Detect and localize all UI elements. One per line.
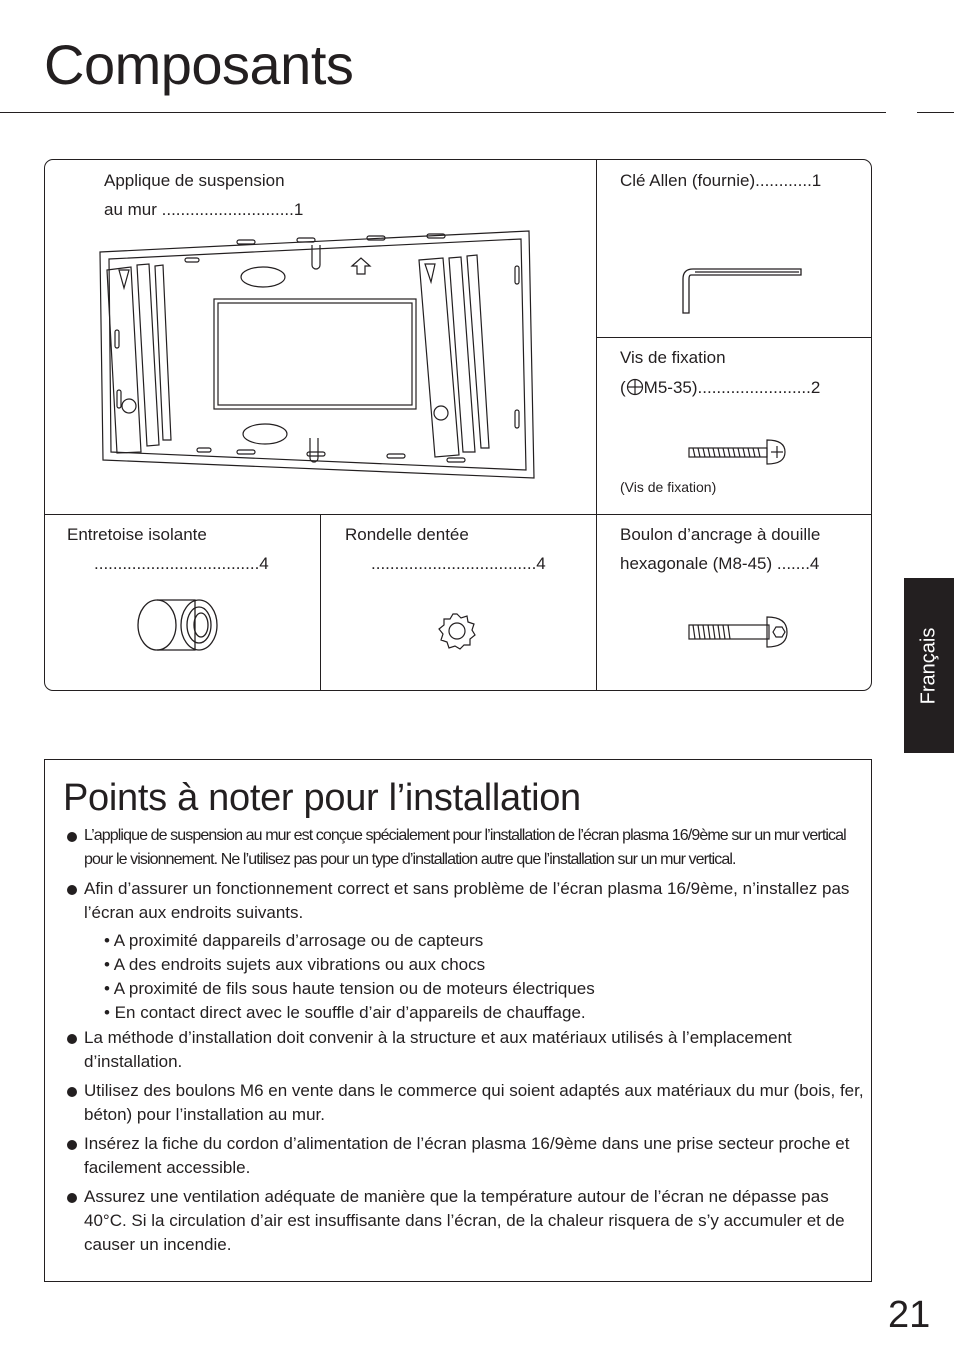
list-item: Assurez une ventilation adéquate de manière que la température autour de l’écran ne dépasse pas 40°C. Si la circulation d’air est insuffisante dans l’écran, de la chaleur risquera de s’y accumuler et de causer un incendie. [65,1185,871,1257]
sub-list-item: • A des endroits sujets aux vibrations ou aux chocs [104,955,486,974]
spacer-label: Entretoise isolante [67,525,207,544]
fixing-screw-caption: (Vis de fixation) [620,479,717,495]
bullet-icon [67,885,77,895]
anchor-bolt-illustration [687,614,789,650]
divider-bottom-mid [320,514,321,690]
washer-quantity: ...................................4 [371,554,546,573]
toothed-washer-illustration [437,612,477,650]
sub-list-item: • En contact direct avec le souffle d’air d’appareils de chauffage. [104,1003,586,1022]
wall-bracket-illustration [97,230,537,482]
anchor-bolt-label: Boulon d’ancrage à douille [620,525,821,544]
list-item: Insérez la fiche du cordon d’alimentation de l’écran plasma 16/9ème dans une prise secteur proche et facilement accessible. [65,1132,871,1180]
language-tab-label: Français [917,627,940,704]
bullet-icon [67,1034,77,1044]
insulating-spacer-illustration [133,596,223,654]
phillips-head-icon [626,378,644,396]
fixing-screw-label: Vis de fixation [620,348,726,367]
divider-right [596,160,597,690]
fixing-screw-quantity: ( M5-35)........................2 [620,378,821,397]
bracket-quantity: au mur ............................1 [104,200,304,219]
list-item: Utilisez des boulons M6 en vente dans le commerce qui soient adaptés aux matériaux du mur (bois, fer, béton) pour l’installation au mur. [65,1079,871,1127]
sub-list [84,929,871,1025]
divider-bottom [45,514,871,515]
allen-key-label: Clé Allen (fournie)............1 [620,171,822,190]
page-title: Composants [44,33,354,96]
components-table [44,159,872,691]
washer-label: Rondelle dentée [345,525,469,544]
divider-right-middle [596,337,871,338]
bullet-icon [67,832,77,842]
sub-list-item: • A proximité de fils sous haute tension ou de moteurs électriques [104,979,595,998]
bullet-icon [67,1193,77,1203]
notes-title: Points à noter pour l’installation [63,777,581,819]
page-number: 21 [888,1294,931,1336]
bracket-label: Applique de suspension [104,171,285,190]
list-item: Afin d’assurer un fonctionnement correct et sans problème de l’écran plasma 16/9ème, n’installez pas l’écran aux endroits suivants. • A proximité dappareils d’arrosage ou de capteurs • A des endroits sujets aux vibrations ou aux chocs • A proximité de fils sous haute tension ou de moteurs électriques • En contact direct avec le souffle d’air d’appareils de chauffage. [65,877,871,1025]
bullet-icon [67,1087,77,1097]
title-rule [0,112,886,113]
spacer-quantity: ...................................4 [94,554,269,573]
list-item: La méthode d’installation doit convenir à la structure et aux matériaux utilisés à l’emplacement d’installation. [65,1026,871,1074]
notes-list [65,824,871,1262]
installation-notes [44,759,872,1282]
sub-list-item: • A proximité dappareils d’arrosage ou de capteurs [104,931,484,950]
bullet-icon [67,1140,77,1150]
title-rule-side [917,112,954,113]
anchor-bolt-quantity: hexagonale (M8-45) .......4 [620,554,820,573]
fixing-screw-illustration [687,435,787,469]
allen-key-illustration [677,265,805,317]
list-item: L’applique de suspension au mur est conçue spécialement pour l’installation de l’écran plasma 16/9ème sur un mur vertical pour le visionnement. Ne l’utilisez pas pour un type d’installation autre que l’installation sur un mur vertical. [65,824,871,872]
language-tab [904,578,954,753]
